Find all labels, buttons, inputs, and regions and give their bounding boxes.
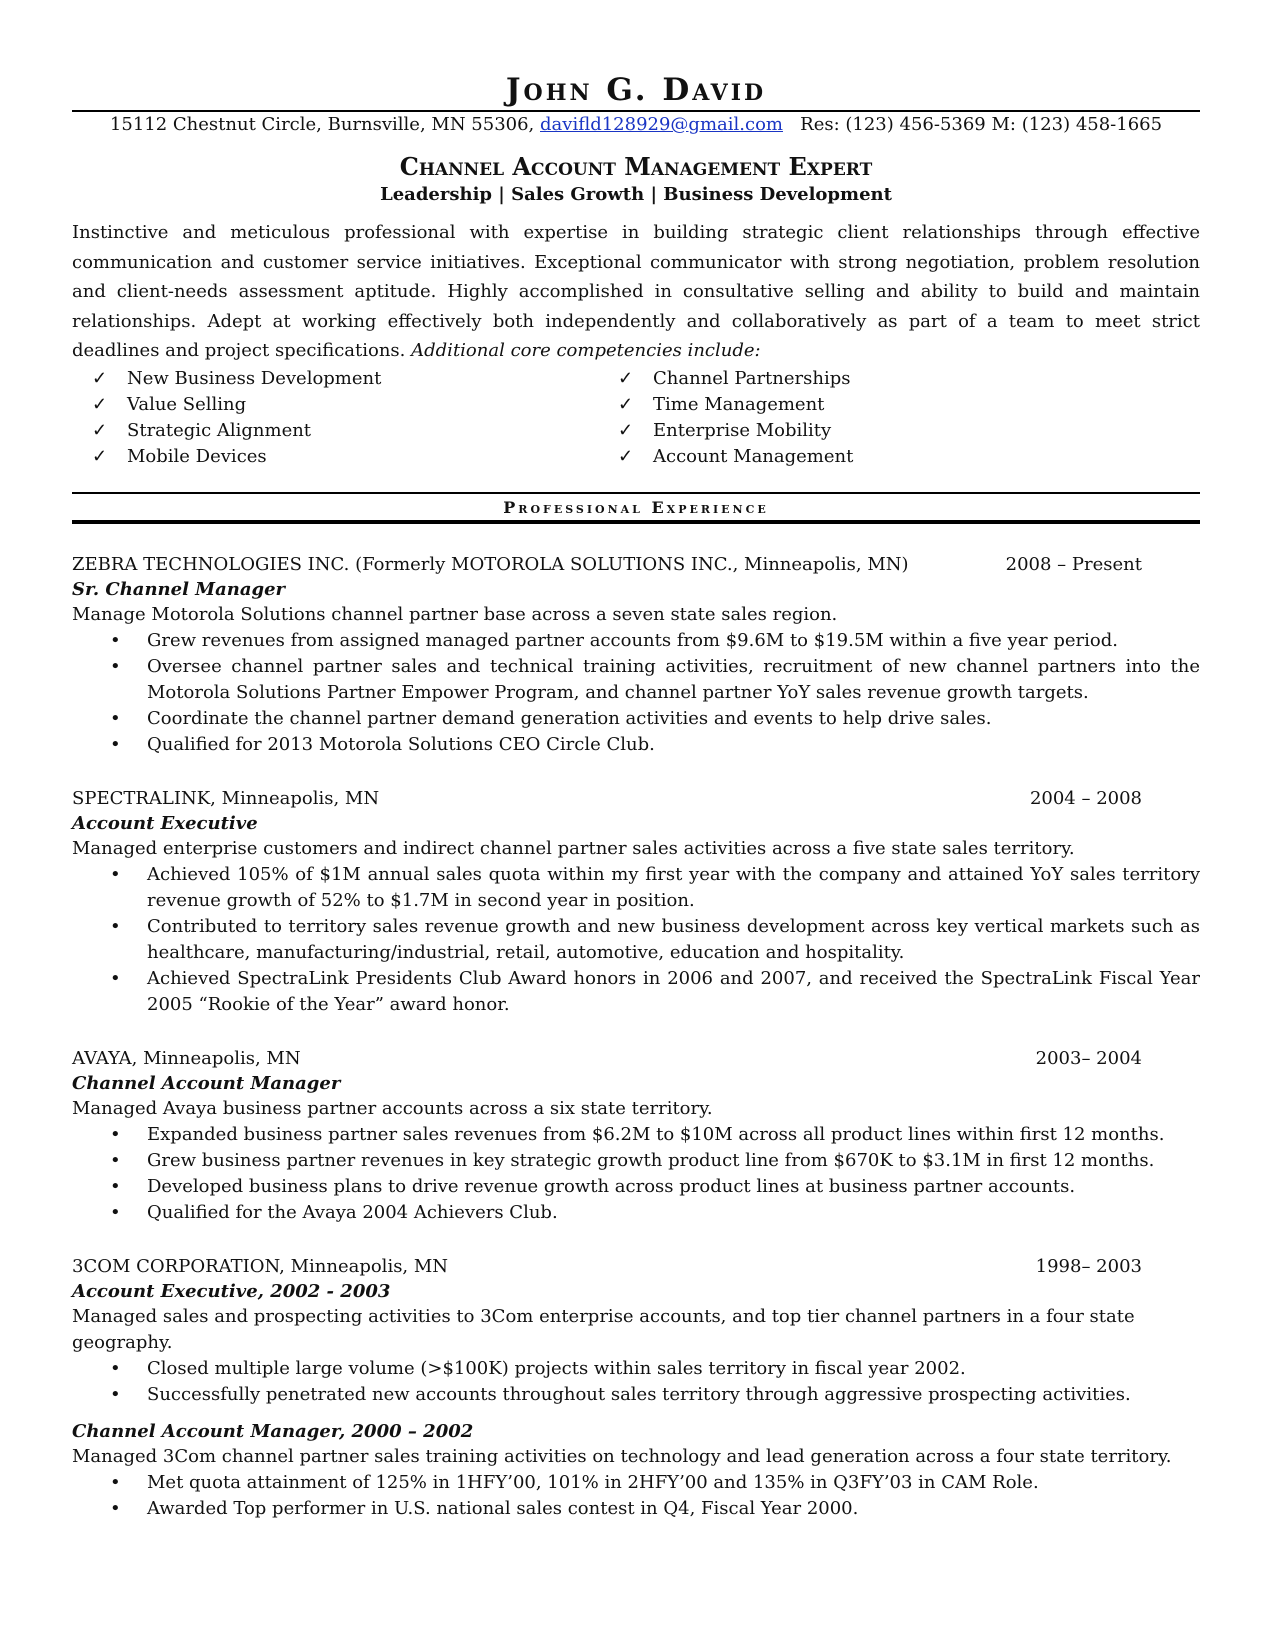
job-description: Manage Motorola Solutions channel partner base across a seven state sales region.	[72, 603, 838, 625]
job-bullets	[72, 1356, 1200, 1408]
competency-item: ✓ Value Selling	[92, 392, 618, 418]
checkmark-icon: ✓	[618, 367, 634, 389]
bullet-item: • Contributed to territory sales revenue growth and new business development across key vertical markets such as healthcare, manufacturing/industrial, retail, automotive, education and hospitality.	[72, 914, 1200, 966]
bullet-item: • Qualified for 2013 Motorola Solutions CEO Circle Club.	[72, 732, 1200, 758]
job-bullets	[72, 1122, 1200, 1226]
candidate-name: John G. David	[505, 72, 767, 108]
job-dates: 2004 – 2008	[1029, 787, 1142, 809]
competency-item: ✓ Enterprise Mobility	[618, 418, 1144, 444]
email-link[interactable]: davifld128929@gmail.com	[540, 114, 783, 135]
job-bullets	[72, 628, 1200, 758]
checkmark-icon: ✓	[92, 419, 108, 441]
bullet-item: • Awarded Top performer in U.S. national sales contest in Q4, Fiscal Year 2000.	[72, 1496, 1200, 1522]
job-dates: 1998– 2003	[1035, 1255, 1142, 1277]
bullet-item: • Grew business partner revenues in key strategic growth product line from $670K to $3.1M in first 12 months.	[72, 1148, 1200, 1174]
job-title: Account Executive, 2002 - 2003	[72, 1280, 391, 1302]
bullet-item: • Coordinate the channel partner demand generation activities and events to help drive sales.	[72, 706, 1200, 732]
bullet-item: • Met quota attainment of 125% in 1HFY’00, 101% in 2HFY’00 and 135% in Q3FY’03 in CAM Role.	[72, 1470, 1200, 1496]
bullet-item: • Achieved SpectraLink Presidents Club Award honors in 2006 and 2007, and received the SpectraLink Fiscal Year 2005 “Rookie of the Year” award honor.	[72, 966, 1200, 1018]
job-description: Managed sales and prospecting activities to 3Com enterprise accounts, and top tier channel partners in a four state geography.	[72, 1305, 1135, 1353]
checkmark-icon: ✓	[618, 419, 634, 441]
job-title: Channel Account Manager	[72, 1072, 341, 1094]
job-description: Managed Avaya business partner accounts across a six state territory.	[72, 1097, 713, 1119]
job-title: Account Executive	[72, 812, 258, 834]
job-header	[72, 1046, 1200, 1072]
bullet-item: • Qualified for the Avaya 2004 Achievers Club.	[72, 1200, 1200, 1226]
contact-line	[72, 112, 1200, 138]
checkmark-icon: ✓	[92, 367, 108, 389]
job-dates: 2003– 2004	[1035, 1047, 1142, 1069]
phone-numbers: Res: (123) 456-5369 M: (123) 458-1665	[800, 114, 1163, 135]
company: SPECTRALINK, Minneapolis, MN	[72, 787, 380, 809]
bullet-item: • Achieved 105% of $1M annual sales quota within my first year with the company and attained YoY sales territory revenue growth of 52% to $1.7M in second year in position.	[72, 862, 1200, 914]
job-bullets	[72, 1470, 1200, 1522]
job-entry	[72, 1254, 1200, 1522]
summary-text: Instinctive and meticulous professional with expertise in building strategic client relationships through effective communication and customer service initiatives. Exceptional communicator with strong negotiation, problem resolution and client-needs assessment aptitude. Highly accomplished in consultative selling and ability to build and maintain relationships. Adept at working effectively both independently and collaboratively as part of a team to meet strict deadlines and project specifications.	[72, 222, 1200, 361]
competency-item: ✓ Strategic Alignment	[92, 418, 618, 444]
bullet-item: • Developed business plans to drive revenue growth across product lines at business partner accounts.	[72, 1174, 1200, 1200]
bullet-item: • Expanded business partner sales revenues from $6.2M to $10M across all product lines within first 12 months.	[72, 1122, 1200, 1148]
competency-item: ✓ New Business Development	[92, 366, 618, 392]
company: AVAYA, Minneapolis, MN	[72, 1047, 301, 1069]
job-title: Channel Account Manager, 2000 – 2002	[72, 1420, 474, 1442]
checkmark-icon: ✓	[92, 393, 108, 415]
checkmark-icon: ✓	[92, 445, 108, 467]
bullet-item: • Oversee channel partner sales and technical training activities, recruitment of new channel partners into the Motorola Solutions Partner Empower Program, and channel partner YoY sales revenue growth targets.	[72, 654, 1200, 706]
checkmark-icon: ✓	[618, 393, 634, 415]
sub-role	[72, 1420, 1200, 1522]
job-entry	[72, 1046, 1200, 1226]
subhead: Leadership | Sales Growth | Business Development	[380, 184, 892, 205]
competency-item: ✓ Mobile Devices	[92, 444, 618, 470]
bullet-item: • Successfully penetrated new accounts throughout sales territory through aggressive prospecting activities.	[72, 1382, 1200, 1408]
company: ZEBRA TECHNOLOGIES INC. (Formerly MOTOROLA SOLUTIONS INC., Minneapolis, MN)	[72, 553, 909, 575]
section-heading-experience: Professional Experience	[72, 492, 1200, 524]
job-header	[72, 786, 1200, 812]
job-header	[72, 552, 1200, 578]
competency-item: ✓ Time Management	[618, 392, 1144, 418]
resume-page	[72, 72, 1200, 1522]
job-dates: 2008 – Present	[1005, 553, 1142, 575]
job-title: Sr. Channel Manager	[72, 578, 286, 600]
bullet-item: • Closed multiple large volume (>$100K) projects within sales territory in fiscal year 2002.	[72, 1356, 1200, 1382]
bullet-item: • Grew revenues from assigned managed partner accounts from $9.6M to $19.5M within a five year period.	[72, 628, 1200, 654]
company: 3COM CORPORATION, Minneapolis, MN	[72, 1255, 449, 1277]
job-entry	[72, 552, 1200, 758]
job-header	[72, 1254, 1200, 1280]
address: 15112 Chestnut Circle, Burnsville, MN 55306,	[109, 114, 535, 135]
job-description: Managed 3Com channel partner sales training activities on technology and lead generation across a four state territory.	[72, 1445, 1172, 1467]
checkmark-icon: ✓	[618, 445, 634, 467]
competency-item: ✓ Channel Partnerships	[618, 366, 1144, 392]
job-bullets	[72, 862, 1200, 1018]
job-entry	[72, 786, 1200, 1018]
job-description: Managed enterprise customers and indirect channel partner sales activities across a five state sales territory.	[72, 837, 1075, 859]
competency-item: ✓ Account Management	[618, 444, 1144, 470]
competencies-list	[92, 366, 1200, 470]
competencies-intro: Additional core competencies include:	[411, 340, 761, 361]
headline: Channel Account Management Expert	[399, 152, 873, 181]
summary	[72, 218, 1200, 366]
